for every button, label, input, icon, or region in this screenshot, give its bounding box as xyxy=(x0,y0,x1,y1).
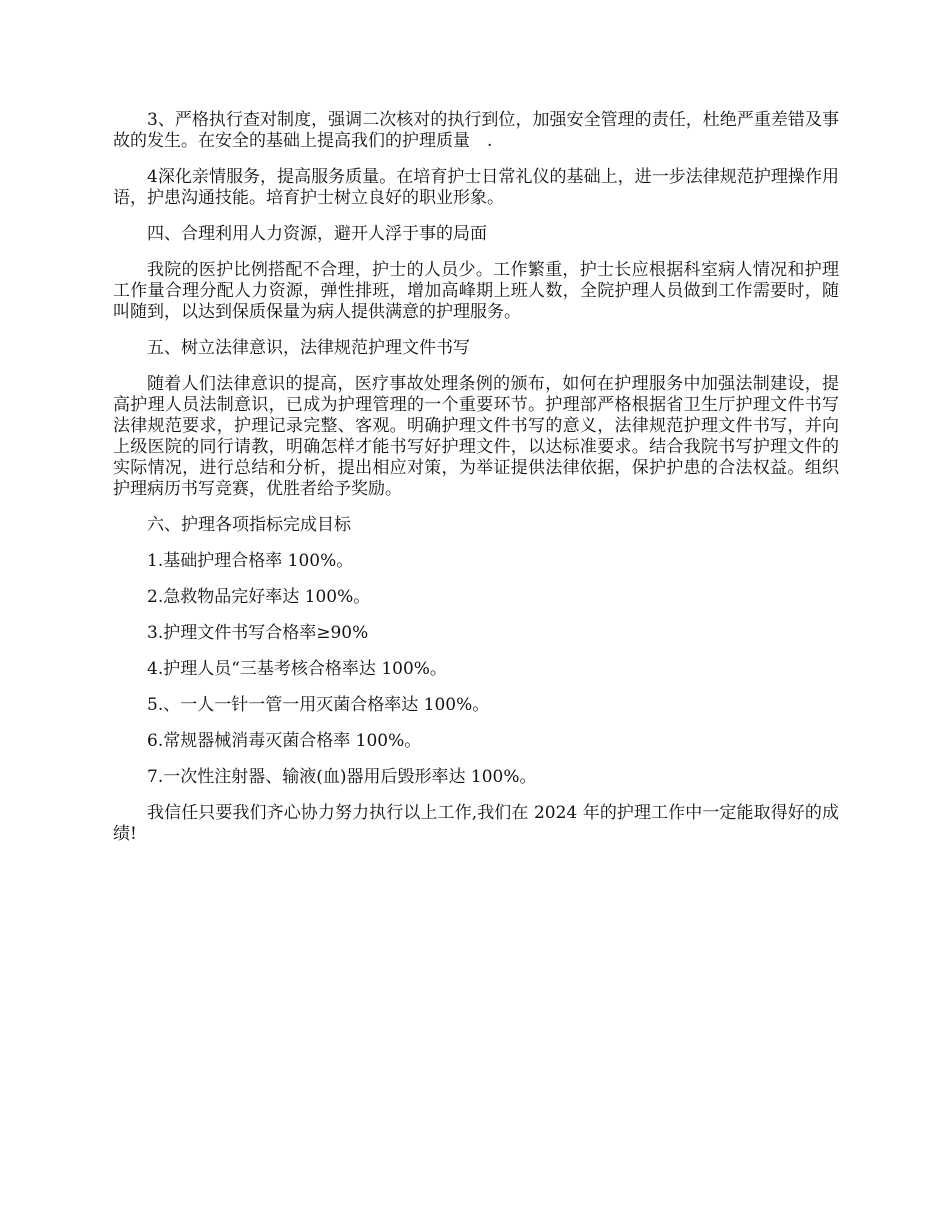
closing-paragraph: 我信任只要我们齐心协力努力执行以上工作,我们在 2024 年的护理工作中一定能取得好的成绩! xyxy=(113,803,839,844)
section-heading-4: 四、合理利用人力资源，避开人浮于事的局面 xyxy=(147,224,487,244)
paragraph-legal-awareness: 随着人们法律意识的提高，医疗事故处理条例的颁布，如何在护理服务中加强法制建设，提高护理人员法制意识，已成为护理管理的一个重要环节。护理部严格根据省卫生厅护理文件书写法律规范要求，护理记录完整、客观。明确护理文件书写的意义，法律规范护理文件书写，并向上级医院的同行请教，明确怎样才能书写好护理文件，以达标准要求。结合我院书写护理文件的实际情况，进行总结和分析，提出相应对策，为举证提供法律依据，保护护患的合法权益。组织护理病历书写竞赛，优胜者给予奖励。 xyxy=(113,374,839,499)
target-item-2: 2.急救物品完好率达 100%。 xyxy=(147,587,371,607)
target-item-6: 6.常规器械消毒灭菌合格率 100%。 xyxy=(147,731,422,751)
section-heading-6: 六、护理各项指标完成目标 xyxy=(147,515,351,535)
target-item-1: 1.基础护理合格率 100%。 xyxy=(147,551,354,571)
document-body xyxy=(113,110,839,860)
section-heading-5: 五、树立法律意识，法律规范护理文件书写 xyxy=(147,338,470,358)
target-item-7: 7.一次性注射器、输液(血)器用后毁形率达 100%。 xyxy=(147,767,537,787)
target-item-3: 3.护理文件书写合格率≥90% xyxy=(147,623,369,643)
paragraph-staffing: 我院的医护比例搭配不合理，护士的人员少。工作繁重，护士长应根据科室病人情况和护理工作量合理分配人力资源，弹性排班，增加高峰期上班人数，全院护理人员做到工作需要时，随叫随到，以达到保质保量为病人提供满意的护理服务。 xyxy=(113,260,839,322)
target-item-4: 4.护理人员“三基考核合格率达 100%。 xyxy=(147,659,447,679)
target-item-5: 5.、一人一针一管一用灭菌合格率达 100%。 xyxy=(147,695,490,715)
paragraph-service-quality: 4深化亲情服务，提高服务质量。在培育护士日常礼仪的基础上，进一步法律规范护理操作用语，护患沟通技能。培育护士树立良好的职业形象。 xyxy=(113,167,839,208)
paragraph-safety-check: 3、严格执行查对制度，强调二次核对的执行到位，加强安全管理的责任，杜绝严重差错及事故的发生。在安全的基础上提高我们的护理质量 . xyxy=(113,110,839,151)
